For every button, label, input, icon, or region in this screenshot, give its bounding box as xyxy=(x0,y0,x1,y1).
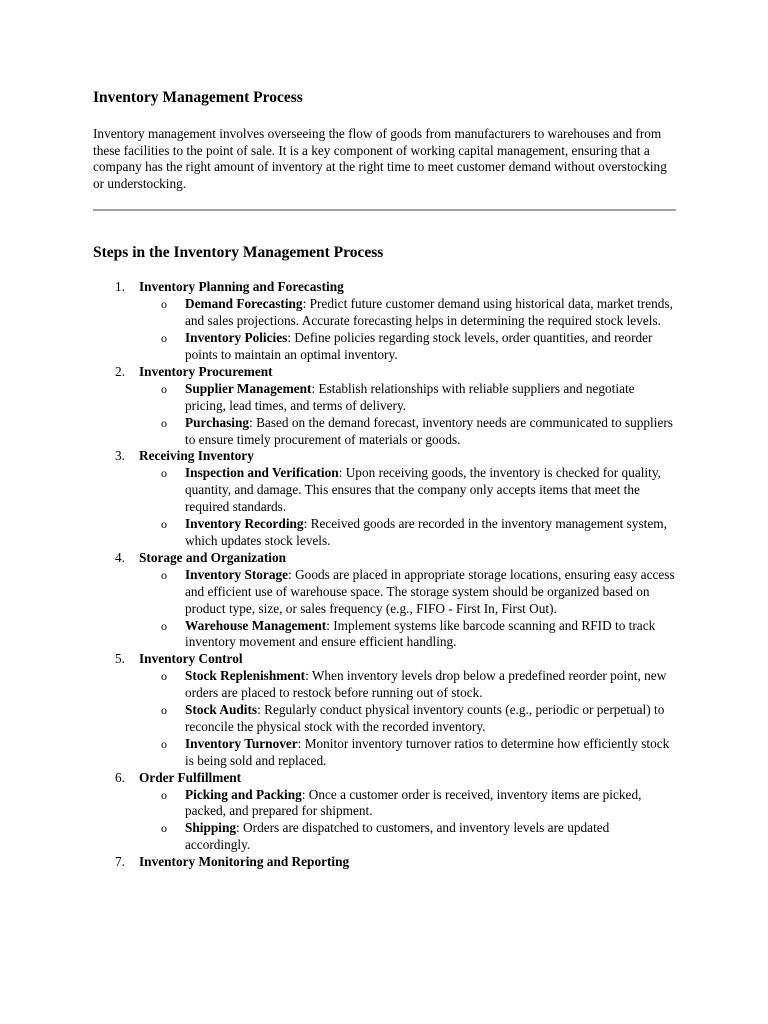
sub-list-item xyxy=(139,415,676,449)
sub-item-text: : Orders are dispatched to customers, and inventory levels are updated accordingly. xyxy=(185,820,610,853)
sub-item-text: : Upon receiving goods, the inventory is checked for quality, quantity, and damage. This ensures that the company only accepts items that meet the required standards. xyxy=(185,465,661,515)
sub-item-text: : Goods are placed in appropriate storage locations, ensuring easy access and efficient use of warehouse space. The storage system should be organized based on product type, size, or sales frequency (e.g., FIFO - First In, First Out). xyxy=(185,566,675,616)
sub-item-term: Stock Replenishment xyxy=(185,668,306,684)
step-item xyxy=(93,550,676,651)
sub-item-term: Picking and Packing xyxy=(185,786,302,802)
sub-list xyxy=(139,567,676,652)
sub-list-item xyxy=(139,820,676,854)
sub-item-term: Demand Forecasting xyxy=(185,296,303,312)
sub-item-text: : When inventory levels drop below a predefined reorder point, new orders are placed to restock before running out of stock. xyxy=(185,668,667,701)
step-number: 4. xyxy=(115,549,125,565)
sub-item-text: : Regularly conduct physical inventory counts (e.g., periodic or perpetual) to reconcile the physical stock with the recorded inventory. xyxy=(185,702,665,734)
sub-list xyxy=(139,381,676,449)
circle-bullet-icon: o xyxy=(161,618,167,633)
circle-bullet-icon: o xyxy=(161,415,167,430)
step-title: Order Fulfillment xyxy=(139,769,242,785)
sub-item-term: Purchasing xyxy=(185,414,250,430)
sub-list xyxy=(139,296,676,364)
circle-bullet-icon: o xyxy=(161,787,167,802)
step-title: Storage and Organization xyxy=(139,549,287,565)
sub-item-term: Inspection and Verification xyxy=(185,465,339,481)
circle-bullet-icon: o xyxy=(161,703,167,718)
page-title: Inventory Management Process xyxy=(93,89,303,106)
sub-list-item xyxy=(139,516,676,550)
sub-list-item xyxy=(139,787,676,821)
sub-list-item xyxy=(139,296,676,330)
sub-item-text: : Received goods are recorded in the inventory management system, which updates stock levels. xyxy=(185,516,667,548)
circle-bullet-icon: o xyxy=(161,821,167,836)
step-title: Inventory Planning and Forecasting xyxy=(139,279,344,295)
sub-item-text: : Based on the demand forecast, inventory needs are communicated to suppliers to ensure timely procurement of materials or goods. xyxy=(185,414,673,447)
sub-item-term: Inventory Turnover xyxy=(185,735,298,751)
sub-item-term: Inventory Recording xyxy=(185,516,304,532)
circle-bullet-icon: o xyxy=(161,567,167,582)
sub-list-item xyxy=(139,702,676,736)
circle-bullet-icon: o xyxy=(161,736,167,751)
sub-item-term: Supplier Management xyxy=(185,380,312,396)
circle-bullet-icon: o xyxy=(161,381,167,396)
step-item xyxy=(93,448,676,549)
intro-paragraph: Inventory management involves overseeing the flow of goods from manufacturers to warehouses and from these facilities to the point of sale. It is a key component of working capital management, ensuring that a company has the right amount of inventory at the right time to meet customer demand without overstocking or understocking. xyxy=(93,126,667,191)
sub-item-term: Stock Audits xyxy=(185,702,258,718)
document-page xyxy=(93,88,676,871)
sub-item-term: Inventory Policies xyxy=(185,330,288,346)
step-item xyxy=(93,770,676,855)
sub-item-text: : Define policies regarding stock levels, order quantities, and reorder points to maintain an optimal inventory. xyxy=(185,330,653,362)
sub-item-term: Inventory Storage xyxy=(185,566,289,582)
sub-item-term: Shipping xyxy=(185,820,237,836)
sub-item-text: : Establish relationships with reliable suppliers and negotiate pricing, lead times, and terms of delivery. xyxy=(185,380,635,413)
step-title: Inventory Procurement xyxy=(139,363,273,379)
step-title: Receiving Inventory xyxy=(139,448,254,464)
sub-list-item xyxy=(139,668,676,702)
sub-list-item xyxy=(139,618,676,652)
sub-list-item xyxy=(139,465,676,516)
sub-list-item xyxy=(139,567,676,618)
step-number: 2. xyxy=(115,363,125,379)
step-title: Inventory Monitoring and Reporting xyxy=(139,854,350,870)
sub-item-text: : Monitor inventory turnover ratios to determine how efficiently stock is being sold and replaced. xyxy=(185,735,670,768)
step-item xyxy=(93,364,676,449)
step-title: Inventory Control xyxy=(139,651,243,667)
step-number: 1. xyxy=(115,279,125,295)
step-item xyxy=(93,279,676,364)
circle-bullet-icon: o xyxy=(161,466,167,481)
circle-bullet-icon: o xyxy=(161,331,167,346)
sub-list xyxy=(139,668,676,769)
sub-list-item xyxy=(139,330,676,364)
step-item xyxy=(93,651,676,769)
sub-list-item xyxy=(139,736,676,770)
sub-list xyxy=(139,465,676,550)
sub-item-text: : Once a customer order is received, inventory items are picked, packed, and prepared for shipment. xyxy=(185,786,642,819)
circle-bullet-icon: o xyxy=(161,297,167,312)
step-item xyxy=(93,854,676,871)
steps-heading: Steps in the Inventory Management Process xyxy=(93,244,384,262)
circle-bullet-icon: o xyxy=(161,517,167,532)
step-number: 5. xyxy=(115,651,125,667)
sub-item-term: Warehouse Management xyxy=(185,617,327,633)
sub-list-item xyxy=(139,381,676,415)
sub-item-text: : Predict future customer demand using historical data, market trends, and sales projections. Accurate forecasting helps in determining the required stock levels. xyxy=(185,296,673,329)
steps-list xyxy=(93,279,676,871)
sub-item-text: : Implement systems like barcode scanning and RFID to track inventory movement and ensure efficient handling. xyxy=(185,617,656,650)
sub-list xyxy=(139,787,676,855)
step-number: 3. xyxy=(115,448,125,464)
circle-bullet-icon: o xyxy=(161,669,167,684)
step-number: 7. xyxy=(115,854,125,870)
step-number: 6. xyxy=(115,769,125,785)
section-divider xyxy=(93,209,676,211)
